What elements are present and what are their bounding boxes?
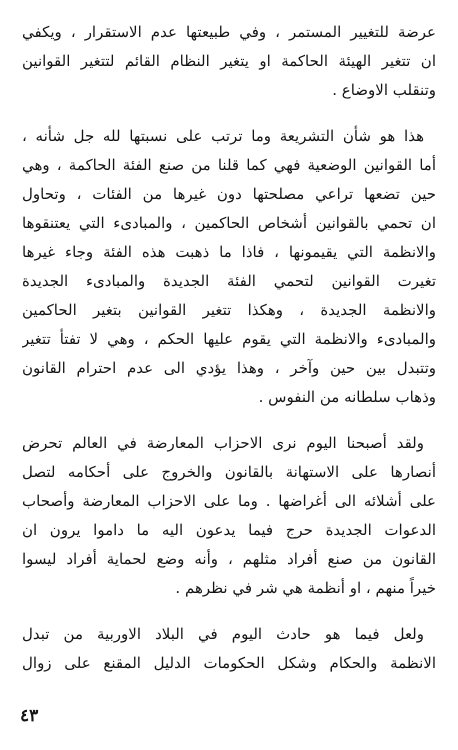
paragraph-3	[22, 429, 436, 603]
text-line: أنصارها على الاستهانة بالقانون والخروج على أحكامه لتصل	[22, 463, 436, 481]
paragraph-gap	[22, 603, 436, 620]
text-line: وتتبدل بين حين وآخر ، وهذا يؤدي الى عدم احترام القانون	[22, 359, 436, 377]
text-line: هذا هو شأن التشريعة وما ترتب على نسبتها لله جل شأنه ،	[22, 127, 424, 145]
text-line: عرضة للتغيير المستمر ، وفي طبيعتها عدم الاستقرار ، ويكفي	[22, 23, 436, 41]
paragraph-gap	[22, 412, 436, 429]
text-line: الانظمة والحكام وشكل الحكومات الدليل المقنع على زوال	[22, 654, 436, 672]
text-line: ان تحمي بالقوانين أشخاص الحاكمين ، والمبادىء التي يعتنقوها	[22, 214, 436, 232]
text-line: والانظمة الجديدة ، وهكذا تتغير القوانين بتغير الحاكمين	[22, 301, 436, 319]
text-line: وذهاب سلطانه من النفوس .	[258, 388, 436, 406]
text-line: على أشلائه الى أغراضها . وما على الاحزاب المعارضة وأصحاب	[22, 492, 436, 510]
page-number: ٤٣	[20, 706, 39, 726]
paragraph-4	[22, 620, 436, 678]
text-line: تغيرت القوانين لتحمي الفئة الجديدة والمبادىء الجديدة	[22, 272, 436, 290]
paragraph-2	[22, 122, 436, 412]
text-line: خيراً منهم ، او أنظمة هي شر في نظرهم .	[175, 579, 436, 597]
text-line: حين تضعها تراعي مصلحتها دون غيرها من الفئات ، وتحاول	[22, 185, 436, 203]
text-line: ان تتغير الهيئة الحاكمة او يتغير النظام القائم لتتغير القوانين	[22, 52, 436, 70]
text-line: ولقد أصبحنا اليوم نرى الاحزاب المعارضة في العالم تحرض	[22, 434, 424, 452]
text-line: والانظمة التي يقيمونها ، فاذا ما ذهبت هذه الفئة وجاء غيرها	[22, 243, 436, 261]
text-line: أما القوانين الوضعية فهي كما قلنا من صنع الفئة الحاكمة ، وهي	[22, 156, 436, 174]
text-line: والمبادىء والانظمة التي يقوم عليها الحكم ، وهي لا تفتأ تتغير	[22, 330, 436, 348]
paragraph-gap	[22, 105, 436, 122]
paragraph-1	[22, 18, 436, 105]
text-line: ولعل فيما هو حادث اليوم في البلاد الاوربية من تبدل	[22, 625, 424, 643]
text-line: القانون من صنع أفراد مثلهم ، وأنه وضع لحماية أفراد ليسوا	[22, 550, 436, 568]
text-line: وتنقلب الاوضاع .	[332, 81, 436, 99]
text-line: الدعوات الجديدة حرج فيما يدعون اليه ما داموا يرون ان	[22, 521, 436, 539]
